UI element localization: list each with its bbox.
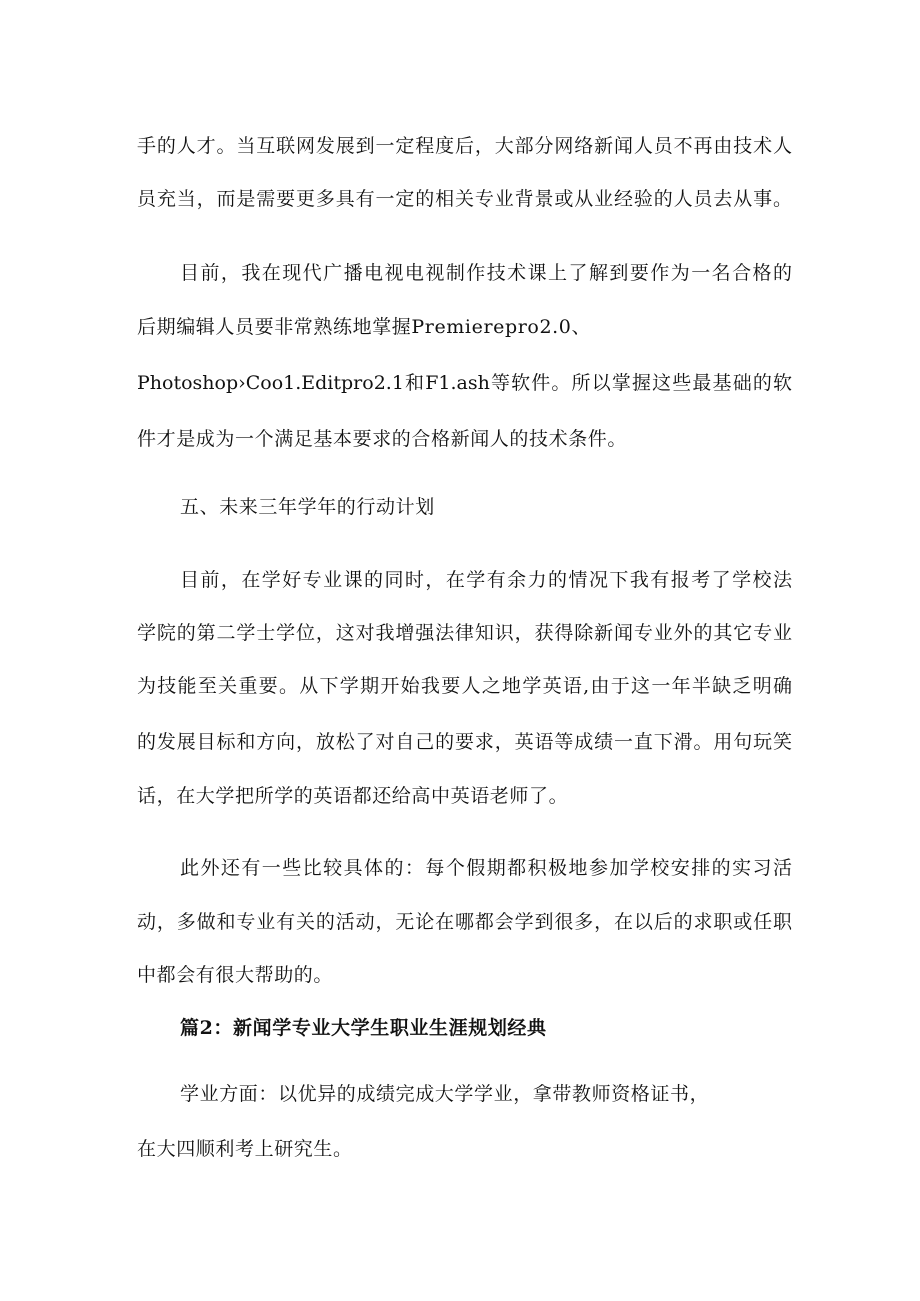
paragraph-line: 目前，我在现代广播电视电视制作技术课上了解到要作为一名合格的: [180, 262, 792, 284]
paragraph-line: 的发展目标和方向，放松了对自己的要求，英语等成绩一直下滑。用句玩笑: [137, 731, 792, 753]
paragraph-line: 学院的第二学士学位，这对我增强法律知识，获得除新闻专业外的其它专业: [137, 622, 792, 644]
paragraph-line: 手的人才。当互联网发展到一定程度后，大部分网络新闻人员不再由技术人: [137, 135, 792, 157]
paragraph-line: 动，多做和专业有关的活动，无论在哪都会学到很多，在以后的求职或任职: [137, 911, 792, 933]
section-heading: 篇2：新闻学专业大学生职业生涯规划经典: [180, 1017, 547, 1039]
paragraph-line: 学业方面：以优异的成绩完成大学学业，拿带教师资格证书，: [180, 1083, 710, 1105]
paragraph-line: 在大四顺利考上研究生。: [137, 1138, 353, 1160]
paragraph-line: 为技能至关重要。从下学期开始我要人之地学英语,由于这一年半缺乏明确: [137, 675, 792, 697]
paragraph-line: 件才是成为一个满足基本要求的合格新闻人的技术条件。: [137, 428, 628, 450]
section-title: 五、未来三年学年的行动计划: [180, 496, 435, 518]
paragraph-line: 员充当，而是需要更多具有一定的相关专业背景或从业经验的人员去从事。: [137, 188, 792, 210]
paragraph-line: 后期编辑人员要非常熟练地掌握Premierepro2.0、: [137, 316, 592, 338]
paragraph-line: 此外还有一些比较具体的：每个假期都积极地参加学校安排的实习活: [180, 857, 792, 879]
paragraph-line: 中都会有很大帮助的。: [137, 964, 334, 986]
paragraph-line: 目前，在学好专业课的同时，在学有余力的情况下我有报考了学校法: [180, 569, 792, 591]
paragraph-line: Photoshop›Coo1.Editpro2.1和F1.ash等软件。所以掌握这些最基础的软: [137, 372, 792, 394]
paragraph-line: 话，在大学把所学的英语都还给高中英语老师了。: [137, 785, 569, 807]
